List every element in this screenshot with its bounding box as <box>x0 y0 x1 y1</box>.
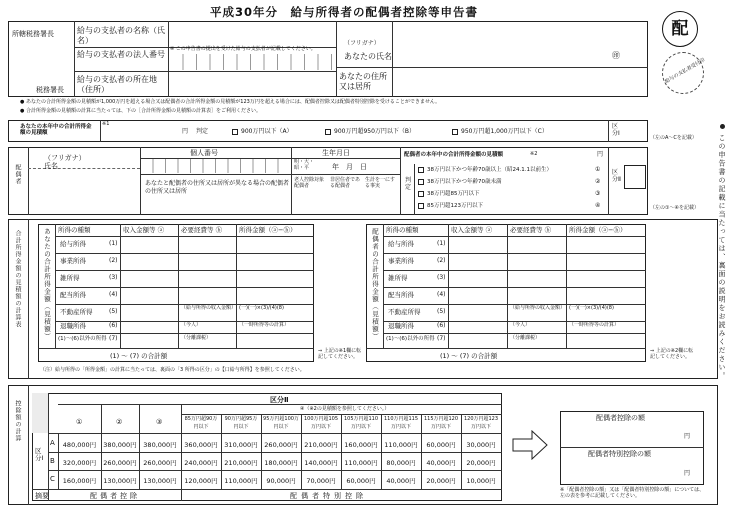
spouse-option-1-label: 38万円以下かつ年齢70歳以上（昭24.1.1以前生） <box>427 167 552 173</box>
spouse-income-label: 配偶者の本年中の合計所得金額の見積額 <box>404 152 504 158</box>
spouse-income-yen: 円 <box>597 151 604 158</box>
spouse-sub-note-4: （一時所得等の計算） <box>569 322 620 328</box>
note-bullet-icon <box>720 124 725 129</box>
deduct-cell: 260,000円 <box>264 441 298 449</box>
deduct-cell: 210,000円 <box>304 441 338 449</box>
spouse-total-label: (1) 〜 (7) の合計額 <box>440 352 498 360</box>
deduct-sub-col-2: 90万円超95万円以下 <box>224 416 258 430</box>
your-row-2-num: (2) <box>109 257 118 264</box>
income-option-b-label: 900万円超950万円以下（B） <box>334 128 416 135</box>
your-row-7-label: (1)〜(6)以外の所得 <box>58 336 107 342</box>
spouse-option-3-label: 38万円超85万円以下 <box>427 191 480 197</box>
your-income-input[interactable] <box>110 122 180 140</box>
spouse-side-label: 配偶者 <box>14 164 21 185</box>
kubun1-label: 区分Ⅰ <box>612 123 620 137</box>
your-total-input[interactable] <box>238 350 312 360</box>
your-address-label: あなたの住所又は居所 <box>339 72 387 92</box>
payer-name-label: 給与の支払者の名称（氏名） <box>77 26 165 45</box>
deduct-sub-col-6: 110万円超115万円以下 <box>383 416 419 430</box>
payer-number-input[interactable] <box>170 54 334 70</box>
spouse-option-2-label: 38万円以下かつ年齢70歳未満 <box>427 179 502 185</box>
deduct-cell: 120,000円 <box>184 477 218 485</box>
deduct-cell: 140,000円 <box>304 459 338 467</box>
spouse-row-6-num: (6) <box>437 322 446 329</box>
spouse-judge: 判定 <box>405 177 412 191</box>
spouse-address-note: あなたと配偶者の住所又は居所が異なる場合の配偶者の住所又は居所 <box>145 180 290 195</box>
tax-office-suffix: 税務署長 <box>36 86 64 94</box>
spouse-furigana: （フリガナ） <box>44 154 86 162</box>
deduct-cell: 320,000円 <box>62 459 97 467</box>
deduct-cell: 30,000円 <box>466 441 496 449</box>
tax-office-input[interactable] <box>12 44 70 74</box>
spouse-option-2-checkbox[interactable] <box>418 179 424 185</box>
deduct-col-4-note: ④（※2の見積額を参照してください。） <box>300 406 390 412</box>
your-sub-note-1: （給与所得の収入金額） <box>181 305 237 311</box>
deduct-summary-label: 摘要 <box>35 492 49 500</box>
your-row-5-num: (5) <box>109 308 118 315</box>
deduct-foot-spouse: 配偶者控除 <box>90 492 140 500</box>
spouse-income-input[interactable] <box>540 150 595 162</box>
deduct-cell: 130,000円 <box>143 477 177 485</box>
spouse-old-label: 老人控除対象配偶者 <box>294 177 325 189</box>
deduct-sub-col-3: 95万円超100万円以下 <box>263 416 299 430</box>
your-sub-note-4: （一時所得等の計算） <box>239 322 290 328</box>
tax-office-label: 所轄税務署長 <box>12 30 54 38</box>
income-option-c-label: 950万円超1,000万円以下（C） <box>461 128 548 135</box>
your-row-3-label: 雑所得 <box>60 274 80 282</box>
spouse-row-2-label: 事業所得 <box>388 257 414 265</box>
your-income-judge: 判定 <box>196 128 209 135</box>
income-option-c-checkbox[interactable] <box>452 129 458 135</box>
your-income-label: あなたの本年中の合計所得金額の見積額 <box>20 124 92 137</box>
spouse-sub-note-2: (一)(一)×(3)/(4)(8) <box>569 305 614 311</box>
deduct-cell: 260,000円 <box>143 459 177 467</box>
form-badge: 配 <box>662 11 698 47</box>
spouse-row-4-label: 配当所得 <box>388 291 414 299</box>
your-row-3-num: (3) <box>109 274 118 281</box>
income-option-a-label: 900万円以下（A） <box>241 128 293 135</box>
spouse-calc-h1: 所得の種類 <box>386 226 419 234</box>
payer-number-note: ※ この申告書の提出を受けた給与の支払者が記載してください。 <box>170 46 316 52</box>
spouse-sub-note-3: （今人） <box>510 322 531 328</box>
spouse-income-mark: ※2 <box>530 151 538 157</box>
spouse-row-1-label: 給与所得 <box>388 240 414 248</box>
spouse-sub-note-1: （給与所得の収入金額） <box>510 305 566 311</box>
spouse-nonres-label: 非居住者である配偶者 <box>330 177 361 189</box>
result-special-yen: 円 <box>684 470 691 477</box>
kubun1-input[interactable] <box>624 122 646 140</box>
deduct-cell: 80,000円 <box>386 459 416 467</box>
deduct-cell: 380,000円 <box>143 441 177 449</box>
spouse-option-1-checkbox[interactable] <box>418 167 424 173</box>
deduct-sub-col-7: 115万円超120万円以下 <box>423 416 459 430</box>
deduct-col-2: ② <box>116 418 123 426</box>
income-option-b-checkbox[interactable] <box>325 129 331 135</box>
deduct-row-a-key: A <box>50 439 55 447</box>
spouse-name-label: 氏名 <box>44 162 58 170</box>
payer-address-label: 給与の支払者の所在地（住所） <box>77 75 157 94</box>
your-row-7-num: (7) <box>109 335 118 342</box>
result-spouse-input[interactable] <box>562 424 682 444</box>
spouse-number-input[interactable] <box>141 159 290 173</box>
payer-number-label: 給与の支払者の法人番号 <box>77 50 165 59</box>
spouse-number-label: 個人番号 <box>190 149 218 157</box>
spouse-row-5-num: (5) <box>437 308 446 315</box>
spouse-birth-date[interactable]: 年 月 日 <box>332 163 367 171</box>
your-sub-note-2: (一)(一)×(3)/(4)(8) <box>239 305 284 311</box>
deduct-cell: 60,000円 <box>346 477 376 485</box>
spouse-row-2-num: (2) <box>437 257 446 264</box>
deduct-cell: 20,000円 <box>466 459 496 467</box>
deduct-cell: 110,000円 <box>344 459 378 467</box>
your-sub-note-3: （今人） <box>181 322 202 328</box>
deduct-cell: 360,000円 <box>184 441 218 449</box>
receipt-stamp-text: 給与の支払者受付印 <box>664 57 707 85</box>
spouse-calc-h3: 必要経費等 ⓑ <box>510 226 552 234</box>
deduct-cell: 260,000円 <box>103 459 137 467</box>
deduct-cell: 380,000円 <box>103 441 137 449</box>
your-calc-h1: 所得の種類 <box>58 226 91 234</box>
your-name-label: あなたの氏名 <box>344 52 392 61</box>
deduct-cell: 40,000円 <box>386 477 416 485</box>
spouse-transfer-note: ⇒ 上記の※2欄に転記してください。 <box>650 348 694 360</box>
your-row-4-label: 配当所得 <box>60 291 86 299</box>
spouse-row-6-label: 退職所得 <box>388 322 414 330</box>
your-calc-side: あなたの合計所得金額（見積額） <box>43 228 51 341</box>
spouse-row-7-num: (7) <box>437 335 446 342</box>
deduct-sub-col-1: 85万円超90万円以下 <box>184 416 218 430</box>
your-name-input[interactable] <box>395 23 605 65</box>
deduct-cell: 10,000円 <box>466 477 496 485</box>
spouse-calc-side: 配偶者の合計所得金額（見積額） <box>371 228 379 341</box>
result-spouse-label: 配偶者控除の額 <box>596 414 645 422</box>
your-row-4-num: (4) <box>109 291 118 298</box>
spouse-row-7-label: (1)〜(6)以外の所得 <box>386 336 435 342</box>
deduct-row-b-key: B <box>50 457 55 465</box>
deduct-cell: 310,000円 <box>224 441 258 449</box>
deduct-kubun2-label: 区分Ⅱ <box>270 396 289 404</box>
your-transfer-note: ⇒ 上記の※1欄に転記してください。 <box>318 348 362 360</box>
deduct-sub-col-5: 105万円超110万円以下 <box>343 416 379 430</box>
deduct-col-1: ① <box>76 418 83 426</box>
your-income-mark: ※1 <box>102 121 110 127</box>
spouse-option-2-num: ② <box>595 178 601 185</box>
spouse-row-1-num: (1) <box>437 240 446 247</box>
spouse-option-4-label: 85万円超123万円以下 <box>427 203 483 209</box>
your-calc-h4: 所得金額（ⓐ−ⓑ） <box>239 226 297 234</box>
deduct-cell: 110,000円 <box>224 477 258 485</box>
your-address-input[interactable] <box>395 69 645 95</box>
spouse-row-4-num: (4) <box>437 291 446 298</box>
spouse-row-5-label: 不動産所得 <box>388 308 421 316</box>
your-sub-note-5: （分離課税） <box>181 335 212 341</box>
kubun2-label: 区分Ⅱ <box>612 169 621 183</box>
deduct-row-c-key: C <box>50 475 55 483</box>
your-calc-h2: 収入金額等 ⓐ <box>123 226 165 234</box>
page-title: 平成30年分 給与所得者の配偶者控除等申告書 <box>210 5 479 19</box>
deduct-cell: 240,000円 <box>184 459 218 467</box>
deduct-cell: 210,000円 <box>224 459 258 467</box>
note-2: ● 合計所得金額の見積額の計算に当たっては、下の［合計所得金額の見積額の計算表］をご利用ください。 <box>20 108 261 114</box>
deduct-cell: 160,000円 <box>344 441 378 449</box>
spouse-total-input[interactable] <box>568 350 644 360</box>
spouse-option-3-num: ③ <box>595 190 601 197</box>
spouse-era: 明・大・昭・平 <box>294 159 315 171</box>
your-row-1-label: 給与所得 <box>60 240 86 248</box>
result-special-input[interactable] <box>562 460 682 482</box>
your-row-6-num: (6) <box>109 322 118 329</box>
calc-side-label: 合計所得金額の見積額の計算表 <box>14 230 21 328</box>
note-1: ● あなたの合計所得金額の見積額が1,000万円を超える場合又は配偶者の合計所得金額の見積額が123万円を超える場合には、配偶者控除又は配偶者特別控除を受けることができません。 <box>20 99 441 105</box>
result-spouse-yen: 円 <box>684 433 691 440</box>
kubun1-note: （左のA〜Cを記載） <box>650 135 697 141</box>
deduct-cell: 70,000円 <box>306 477 336 485</box>
income-option-a-checkbox[interactable] <box>232 129 238 135</box>
deduct-cell: 180,000円 <box>264 459 298 467</box>
deduct-sub-col-8: 120万円超123万円以下 <box>463 416 499 430</box>
spouse-calc-h4: 所得金額（ⓐ−ⓑ） <box>569 226 627 234</box>
deduct-kubun1-label: 区分Ⅰ <box>35 447 44 463</box>
your-row-2-label: 事業所得 <box>60 257 86 265</box>
your-row-1-num: (1) <box>109 240 118 247</box>
deduct-sub-col-4: 100万円超105万円以下 <box>303 416 339 430</box>
result-special-label: 配偶者特別控除の額 <box>588 450 651 458</box>
seal-mark: ㊞ <box>612 51 620 60</box>
deduct-foot-special: 配偶者特別控除 <box>290 492 367 500</box>
spouse-option-1-num: ① <box>595 166 601 173</box>
deduct-cell: 160,000円 <box>62 477 97 485</box>
spouse-option-4-num: ④ <box>595 202 601 209</box>
your-total-label: (1) 〜 (7) の合計額 <box>110 352 168 360</box>
deduct-side-label: 控除額の計算 <box>14 400 21 442</box>
deduct-cell: 90,000円 <box>266 477 296 485</box>
deduct-cell: 20,000円 <box>426 477 456 485</box>
spouse-option-4-checkbox[interactable] <box>418 203 424 209</box>
result-note: ※「配偶者控除の額」又は「配偶者特別控除の額」については、左の表を参考に記載してください。 <box>560 487 705 500</box>
your-calc-h3: 必要経費等 ⓑ <box>181 226 223 234</box>
your-row-6-label: 退職所得 <box>60 322 86 330</box>
spouse-option-3-checkbox[interactable] <box>418 191 424 197</box>
deduct-cell: 40,000円 <box>426 459 456 467</box>
spouse-row-3-num: (3) <box>437 274 446 281</box>
your-row-5-label: 不動産所得 <box>60 308 93 316</box>
deduct-cell: 110,000円 <box>384 441 418 449</box>
kubun2-input[interactable] <box>624 165 646 189</box>
payer-name-input[interactable] <box>170 23 333 45</box>
spouse-live-label: 生計を一にする事実 <box>365 177 396 189</box>
kubun2-note: （左の①〜④を記載） <box>650 205 699 211</box>
deduct-col-3: ③ <box>156 418 163 426</box>
calc-footnote: （注）給与所得の「所得金額」の計算に当たっては、裏面の「3 所得の区分」の【口給与所得】を参照してください。 <box>40 367 305 373</box>
spouse-sub-note-5: （分離課税） <box>510 335 541 341</box>
spouse-row-3-label: 雑所得 <box>388 274 408 282</box>
deduct-cell: 480,000円 <box>62 441 97 449</box>
spouse-calc-h2: 収入金額等 ⓐ <box>451 226 493 234</box>
payer-address-input[interactable] <box>170 73 333 95</box>
spouse-birth-label: 生年月日 <box>322 149 350 157</box>
furigana-label: （フリガナ） <box>344 40 380 47</box>
deduct-cell: 130,000円 <box>103 477 137 485</box>
spouse-name-input[interactable] <box>30 171 138 213</box>
your-income-yen: 円 <box>182 128 189 135</box>
deduct-cell: 60,000円 <box>426 441 456 449</box>
arrow-right-icon <box>512 430 548 460</box>
right-side-note: この申告書の記載に当たっては、裏面の説明をお読みください。 <box>718 134 726 381</box>
